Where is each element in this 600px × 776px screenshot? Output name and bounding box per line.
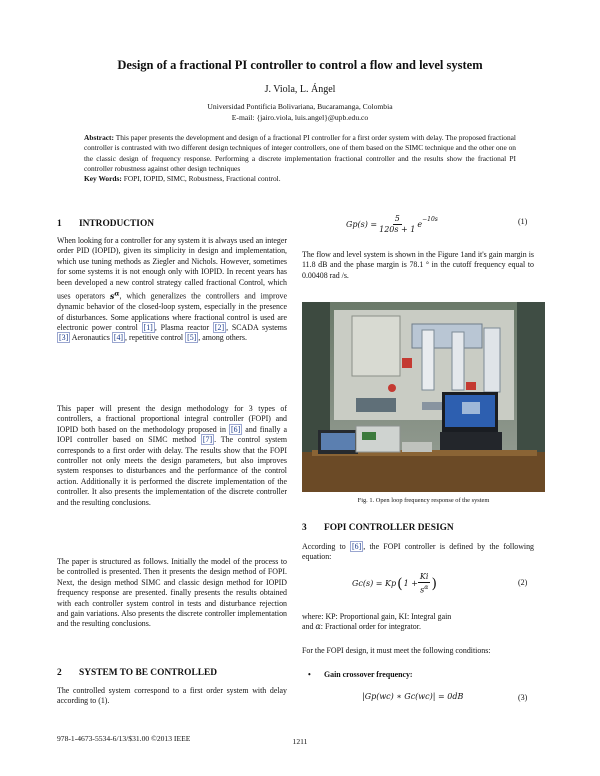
eq1-exp-base: e (417, 220, 423, 229)
ref-6[interactable]: [6] (231, 424, 241, 434)
section-3-heading (302, 523, 454, 533)
section-2-heading (57, 668, 217, 678)
eq2-den-alpha: α (424, 584, 429, 591)
figure-1-text: The flow and level system is shown in the Figure 1and it's gain margin is 11.8 dB and the phase margin is 78.1 ° in the cutoff frequency equal to 0.00408 rad /s. (302, 250, 534, 280)
abstract (84, 133, 516, 184)
intro-text-g: , among others. (198, 333, 247, 343)
ref-3[interactable]: [3] (59, 333, 69, 343)
equation-1 (346, 214, 496, 235)
figure-1-photo (302, 302, 545, 492)
eq2-right-paren: ) (431, 575, 437, 592)
ref-2[interactable]: [2] (214, 322, 225, 332)
keywords-label: Key Words: (84, 174, 122, 184)
eq1-fraction (377, 214, 417, 235)
authors: J. Viola, L. Ángel (264, 84, 336, 95)
where-alpha: α (315, 622, 321, 632)
where-line-2b: : Fractional order for integrator. (320, 622, 421, 632)
eq1-denominator: 120s + 1 (379, 225, 416, 234)
section-2-text: The controlled system correspond to a first order system with delay according to (1). (57, 686, 287, 706)
figure-1-caption: Fig. 1. Open loop frequency response of the system (357, 497, 490, 504)
section-3-paragraph (302, 542, 534, 563)
equation-3-label: (3) (518, 693, 528, 702)
lab-equipment-image (302, 302, 545, 492)
eq2-fraction (418, 572, 431, 596)
equation-1-label: (1) (518, 217, 528, 226)
eq2-numerator: Ki (419, 572, 429, 581)
conditions-list (302, 670, 534, 680)
eq2-denominator (418, 583, 430, 596)
sec3-text-a: According to (302, 542, 351, 551)
ref-6-sec3[interactable]: [6] (352, 542, 362, 551)
ref-7[interactable]: [7] (202, 435, 213, 445)
ref-1[interactable]: [1] (143, 322, 153, 332)
ref-5[interactable]: [5] (187, 333, 197, 343)
section-1-paragraph-3 (57, 557, 287, 630)
eq2-lhs: Gc(s) = Kp (352, 579, 397, 589)
intro-text-b: , which generalizes the controllers and improve dynamic behavior of the closed-loop system, especially in the presence of disturbances. Some applications where fractional control is used are electronic power control (57, 291, 287, 332)
where-line-2a: and (302, 622, 316, 632)
fopi-conditions-text: For the FOPI design, it must meet the following conditions: (302, 646, 491, 655)
section-1-heading (57, 219, 154, 229)
intro2-text-a: This paper will present the design methodology for 3 types of controllers, a fractional proportional integral controller (FOPI) and IOPID both based on the methodology proposed in (57, 404, 287, 434)
section-3-number: 3 (302, 523, 307, 533)
sec3-text-b: , the FOPI controller is defined by the following equation: (302, 542, 535, 562)
fopi-conditions-paragraph (302, 646, 534, 656)
eq1-lhs: Gp(s) = (346, 220, 378, 229)
operator-s: s (109, 290, 115, 301)
operator-alpha: α (114, 289, 120, 298)
abstract-text: This paper presents the development and design of a fractional PI controller for a first order system with delay. The proposed fractional controller is contrasted with two different design techniques of integer controllers, one of them based on the SIMC technique and the other one on the classic design of frequency response. Performing a discrete implementation fractional controller and the results show the fractional PI controller robustness against other design techniques (84, 133, 516, 173)
affiliation-block (0, 102, 600, 123)
section-2-paragraph (57, 686, 287, 707)
footer-copyright: 978-1-4673-5534-6/13/$31.00 ©2013 IEEE (57, 734, 191, 743)
section-2-title: SYSTEM TO BE CONTROLLED (79, 668, 217, 678)
bullet-gain-crossover: • Gain crossover frequency: (302, 670, 534, 680)
eq2-den-s: s (420, 585, 425, 595)
equation-2-label: (2) (518, 578, 528, 587)
where-block (302, 612, 534, 633)
intro-text-d: , SCADA systems (226, 322, 287, 332)
eq1-numerator: 5 (394, 214, 400, 223)
intro-text-e: Aeronautics (70, 333, 112, 343)
intro2-text-b: and finally a IOPI controller based on SIMC method (57, 424, 287, 445)
ref-4[interactable]: [4] (113, 333, 124, 343)
where-line-1: where: KP: Proportional gain, KI: Integral gain (302, 612, 452, 621)
eq1-exponent: −10s (422, 216, 438, 223)
section-3-title: FOPI CONTROLLER DESIGN (324, 523, 454, 533)
equation-3: |Gp(wc) ∗ Gc(wc)| = 0dB (362, 692, 464, 701)
figure-1-description (302, 250, 534, 281)
eq2-left-paren: ( (397, 575, 403, 592)
abstract-label: Abstract: (84, 133, 114, 142)
email: E-mail: {jairo.viola, luis.angel}@upb.edu.co (231, 112, 369, 122)
section-1-paragraph-1 (57, 236, 287, 344)
structure-paragraph: The paper is structured as follows. Initially the model of the process to be controlled is presented. Then it presents the design method of FOPI. Next, the design method SIMC and classic design method for IOPID frequency response are presented. finally presents the results obtained with each controller system control in tests and disturbance rejection and gain variations. Also presents the discrete controller implementation and the resulting conclusions. (57, 557, 287, 629)
intro-text-a: When looking for a controller for any system it is always used an integer order PID (IOPID), given its simplicity in design and implementation, which use tuning methods as Ziegler and Nichols. However, sometimes for some systems it is not enough only with IOPID. In recent years has been developed a new control strategy called fractional Control, which uses operators (57, 236, 287, 301)
eq2-one: 1 + (403, 579, 418, 589)
section-1-title: INTRODUCTION (79, 219, 155, 229)
intro2-text-c: . The control system corresponds to a first order with delay. The results show that the FOPI controller not only meets the design parameters, but also improves system responses to disturbances and the performance of the control action. Additionally it is performed the discrete implementation of the controller. It also presents the implementation of the discrete controller and the resulting conclusions. (57, 435, 287, 507)
paper-title: Design of a fractional PI controller to control a flow and level system (117, 58, 483, 72)
section-1-paragraph-2 (57, 404, 287, 508)
section-2-number: 2 (57, 668, 62, 678)
section-1-number: 1 (57, 219, 62, 229)
intro-text-c: , Plasma reactor (154, 322, 213, 332)
keywords: FOPI, IOPID, SIMC, Robustness, Fractional control. (121, 174, 281, 184)
equation-2 (352, 572, 502, 596)
affiliation: Universidad Pontificia Bolivariana, Bucaramanga, Colombia (207, 102, 393, 111)
page-number: 1211 (292, 737, 308, 746)
intro-text-f: , repetitive control (125, 333, 186, 343)
